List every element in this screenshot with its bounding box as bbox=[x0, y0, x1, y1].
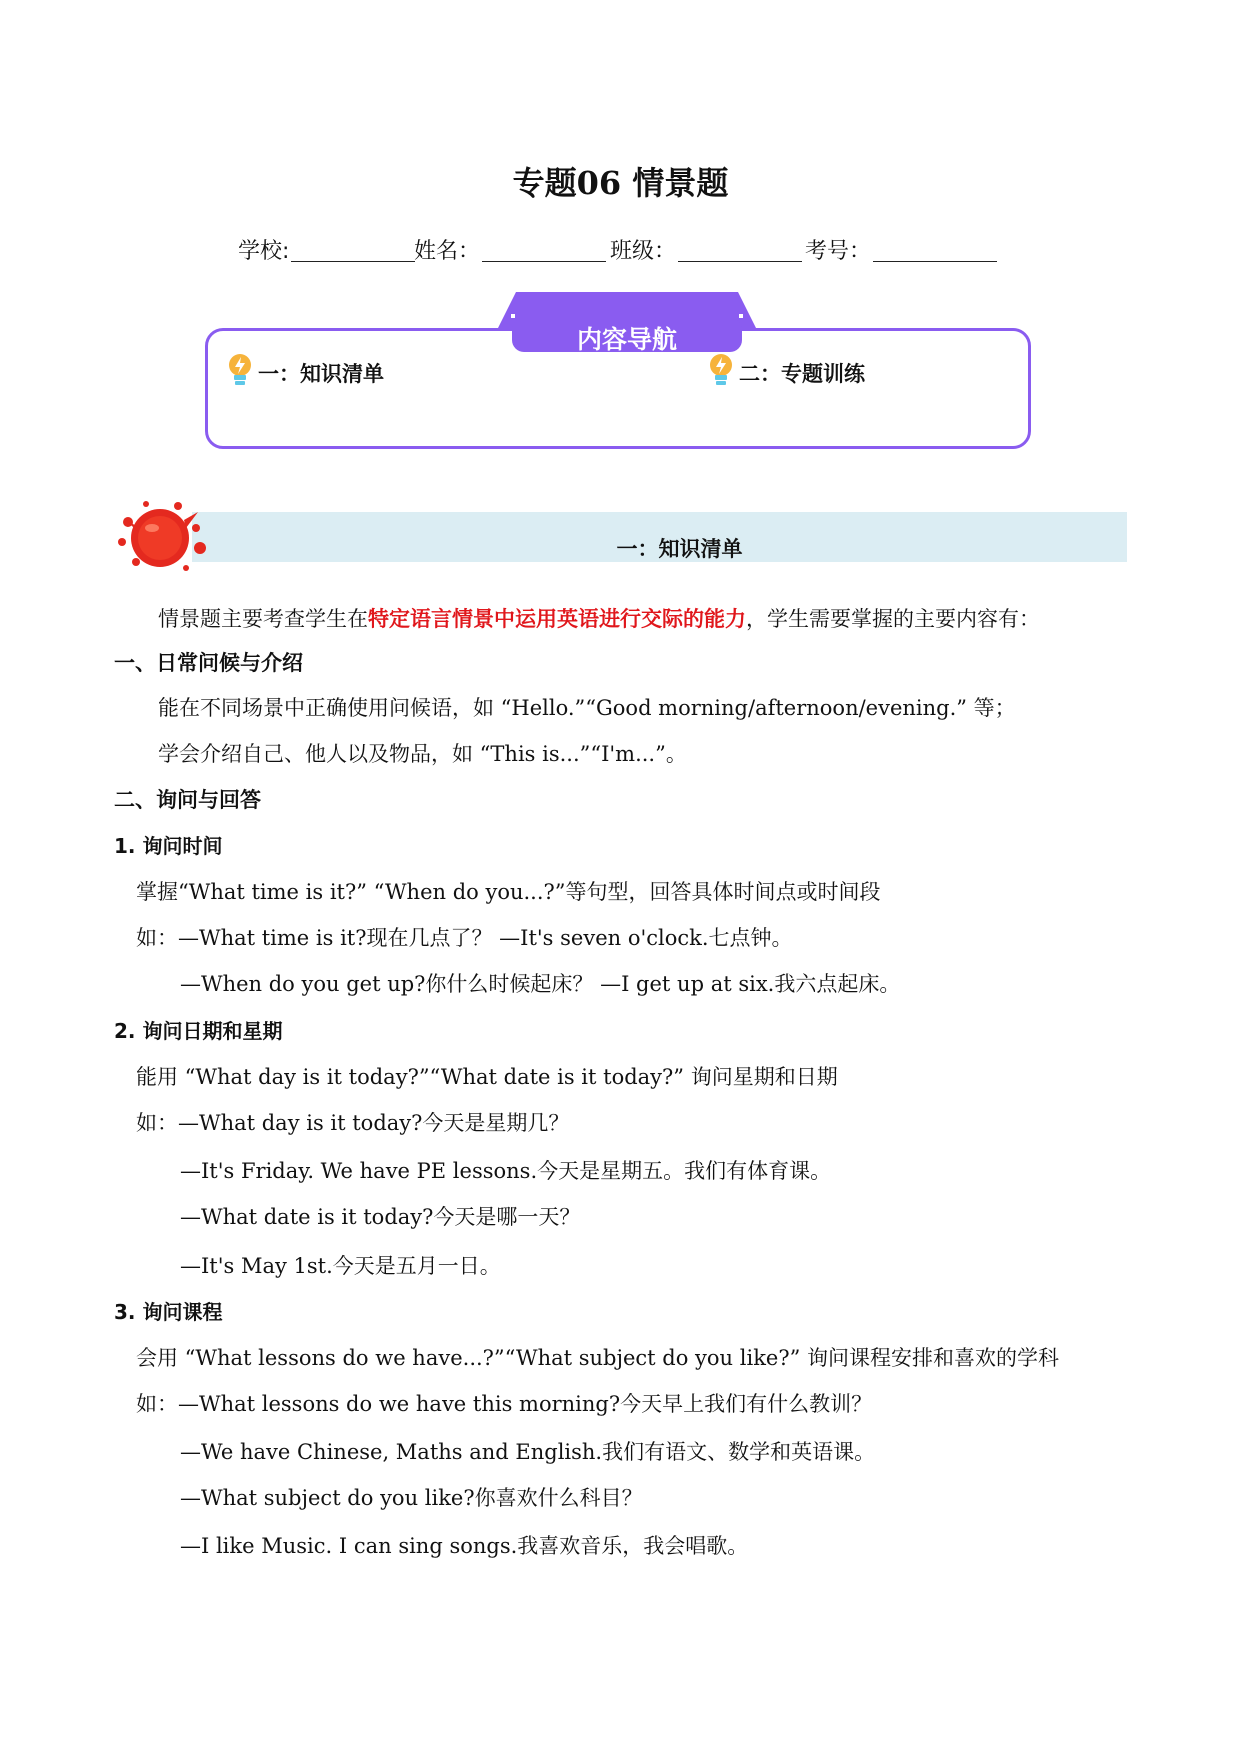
subheading-time: 1. 询问时间 bbox=[114, 834, 223, 858]
section-header-title: 一：知识清单 bbox=[616, 537, 743, 561]
intro-highlight: 特定语言情景中运用英语进行交际的能力 bbox=[368, 607, 746, 631]
content-line: 如：—What time is it?现在几点了？ —It's seven o'clock.七点钟。 bbox=[136, 926, 793, 950]
school-field bbox=[238, 234, 415, 265]
nav-title: 内容导航 bbox=[576, 325, 677, 354]
number-blank bbox=[873, 241, 997, 262]
subheading-date-day: 2. 询问日期和星期 bbox=[114, 1019, 283, 1043]
subheading-lessons: 3. 询问课程 bbox=[114, 1300, 223, 1324]
content-line: —When do you get up?你什么时候起床？ —I get up at six.我六点起床。 bbox=[180, 972, 901, 996]
number-field bbox=[805, 234, 997, 265]
class-field bbox=[610, 234, 802, 265]
number-label: 考号： bbox=[805, 239, 872, 264]
class-label: 班级： bbox=[610, 239, 677, 264]
heading-greeting: 一、日常问候与介绍 bbox=[114, 651, 303, 675]
greeting-line: 能在不同场景中正确使用问候语，如 “Hello.”“Good morning/afternoon/evening.” 等； bbox=[158, 696, 1016, 720]
lightbulb-icon bbox=[707, 352, 735, 388]
name-blank bbox=[482, 241, 606, 262]
content-line: 掌握“What time is it?” “When do you...?”等句型，回答具体时间点或时间段 bbox=[136, 880, 881, 904]
name-label: 姓名： bbox=[414, 239, 481, 264]
content-line: 如：—What day is it today?今天是星期几？ bbox=[136, 1111, 570, 1135]
content-line: —It's Friday. We have PE lessons.今天是星期五。我们有体育课。 bbox=[180, 1159, 832, 1183]
school-label: 学校: bbox=[238, 239, 290, 264]
content-line: —It's May 1st.今天是五月一日。 bbox=[180, 1254, 501, 1278]
content-line: —What date is it today?今天是哪一天？ bbox=[180, 1205, 581, 1229]
nav-item-topic-training[interactable]: 二：专题训练 bbox=[739, 362, 865, 386]
lightbulb-icon bbox=[226, 352, 254, 388]
content-line: 能用 “What day is it today?”“What date is it today?” 询问星期和日期 bbox=[136, 1065, 838, 1089]
intro-text-before: 情景题主要考查学生在 bbox=[158, 607, 368, 631]
content-line: 如：—What lessons do we have this morning?今天早上我们有什么教训？ bbox=[136, 1392, 873, 1416]
name-field bbox=[414, 234, 606, 265]
content-line: —We have Chinese, Maths and English.我们有语文、数学和英语课。 bbox=[180, 1440, 876, 1464]
intro-text-after: ，学生需要掌握的主要内容有： bbox=[746, 607, 1040, 631]
greeting-line: 学会介绍自己、他人以及物品，如 “This is...”“I'm...”。 bbox=[158, 742, 687, 766]
intro-paragraph bbox=[158, 603, 1040, 633]
page-title: 专题06 情景题 bbox=[512, 164, 729, 202]
content-line: 会用 “What lessons do we have...?”“What subject do you like?” 询问课程安排和喜欢的学科 bbox=[136, 1346, 1060, 1370]
content-line: —What subject do you like?你喜欢什么科目？ bbox=[180, 1486, 643, 1510]
nav-item-knowledge-list[interactable]: 一：知识清单 bbox=[258, 362, 384, 386]
class-blank bbox=[678, 241, 802, 262]
content-line: —I like Music. I can sing songs.我喜欢音乐，我会唱歌。 bbox=[180, 1534, 749, 1558]
school-blank bbox=[291, 241, 415, 262]
heading-question-answer: 二、询问与回答 bbox=[114, 788, 261, 812]
